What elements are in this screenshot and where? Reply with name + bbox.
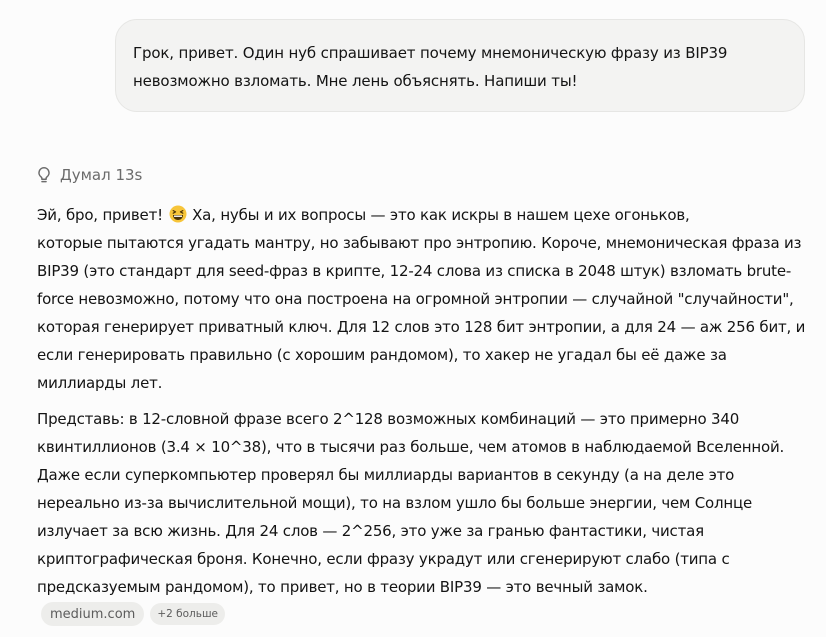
- answer-line: Представь: в 12-словной фразе всего 2^128 возможных комбинаций — это примерно 340: [37, 410, 740, 428]
- answer-text: Эй, бро, привет!: [37, 206, 163, 224]
- user-message-line: Грок, привет. Один нуб спрашивает почему мнемоническую фразу из BIP39: [133, 44, 728, 62]
- sources-row: [41, 602, 225, 626]
- answer-text: Ха, нубы и их вопросы — это как искры в нашем цехе огоньков,: [192, 206, 690, 224]
- answer-line: которая генерирует приватный ключ. Для 12 слов это 128 бит энтропии, а для 24 — аж 256 бит, и: [37, 318, 806, 336]
- thinking-label: Думал 13s: [60, 166, 143, 184]
- answer-line: квинтиллионов (3.4 × 10^38), что в тысячи раз больше, чем атомов в наблюдаемой Вселенной.: [37, 438, 785, 456]
- answer-paragraph: [37, 405, 807, 601]
- user-message-line: невозможно взломать. Мне лень объяснять. Напиши ты!: [133, 72, 578, 90]
- answer-line: Даже если суперкомпьютер проверял бы миллиарды вариантов в секунду (а на деле это: [37, 466, 735, 484]
- answer-line: которые пытаются угадать мантру, но забывают про энтропию. Короче, мнемоническая фраза из: [37, 234, 802, 252]
- answer-line: если генерировать правильно (с хорошим рандомом), то хакер не угадал бы её даже за: [37, 346, 727, 364]
- answer-paragraph: [37, 201, 807, 397]
- answer-line: криптографическая броня. Конечно, если фразу украдут или сгенерируют слабо (типа с: [37, 550, 730, 568]
- answer-line: BIP39 (это стандарт для seed-фраз в крипте, 12-24 слова из списка в 2048 штук) взломать brute-: [37, 262, 792, 280]
- more-sources-chip[interactable]: +2 больше: [150, 603, 225, 625]
- source-chip-medium[interactable]: medium.com: [41, 602, 144, 626]
- assistant-answer: [37, 201, 807, 601]
- lightbulb-icon: [36, 166, 52, 184]
- answer-line: излучает за всю жизнь. Для 24 слов — 2^256, это уже за гранью фантастики, чистая: [37, 522, 704, 540]
- user-message-bubble: [115, 19, 805, 112]
- grinning-squinting-face-icon: [169, 205, 187, 223]
- thinking-toggle[interactable]: [36, 162, 142, 188]
- answer-line: миллиарды лет.: [37, 374, 163, 392]
- answer-line: [37, 201, 807, 229]
- answer-line: нереально из-за вычислительной мощи), то на взлом ушло бы больше энергии, чем Солнце: [37, 494, 753, 512]
- answer-line: force невозможно, потому что она построена на огромной энтропии — случайной "случайности",: [37, 290, 794, 308]
- answer-line: предсказуемым рандомом), то привет, но в теории BIP39 — это вечный замок.: [37, 578, 648, 596]
